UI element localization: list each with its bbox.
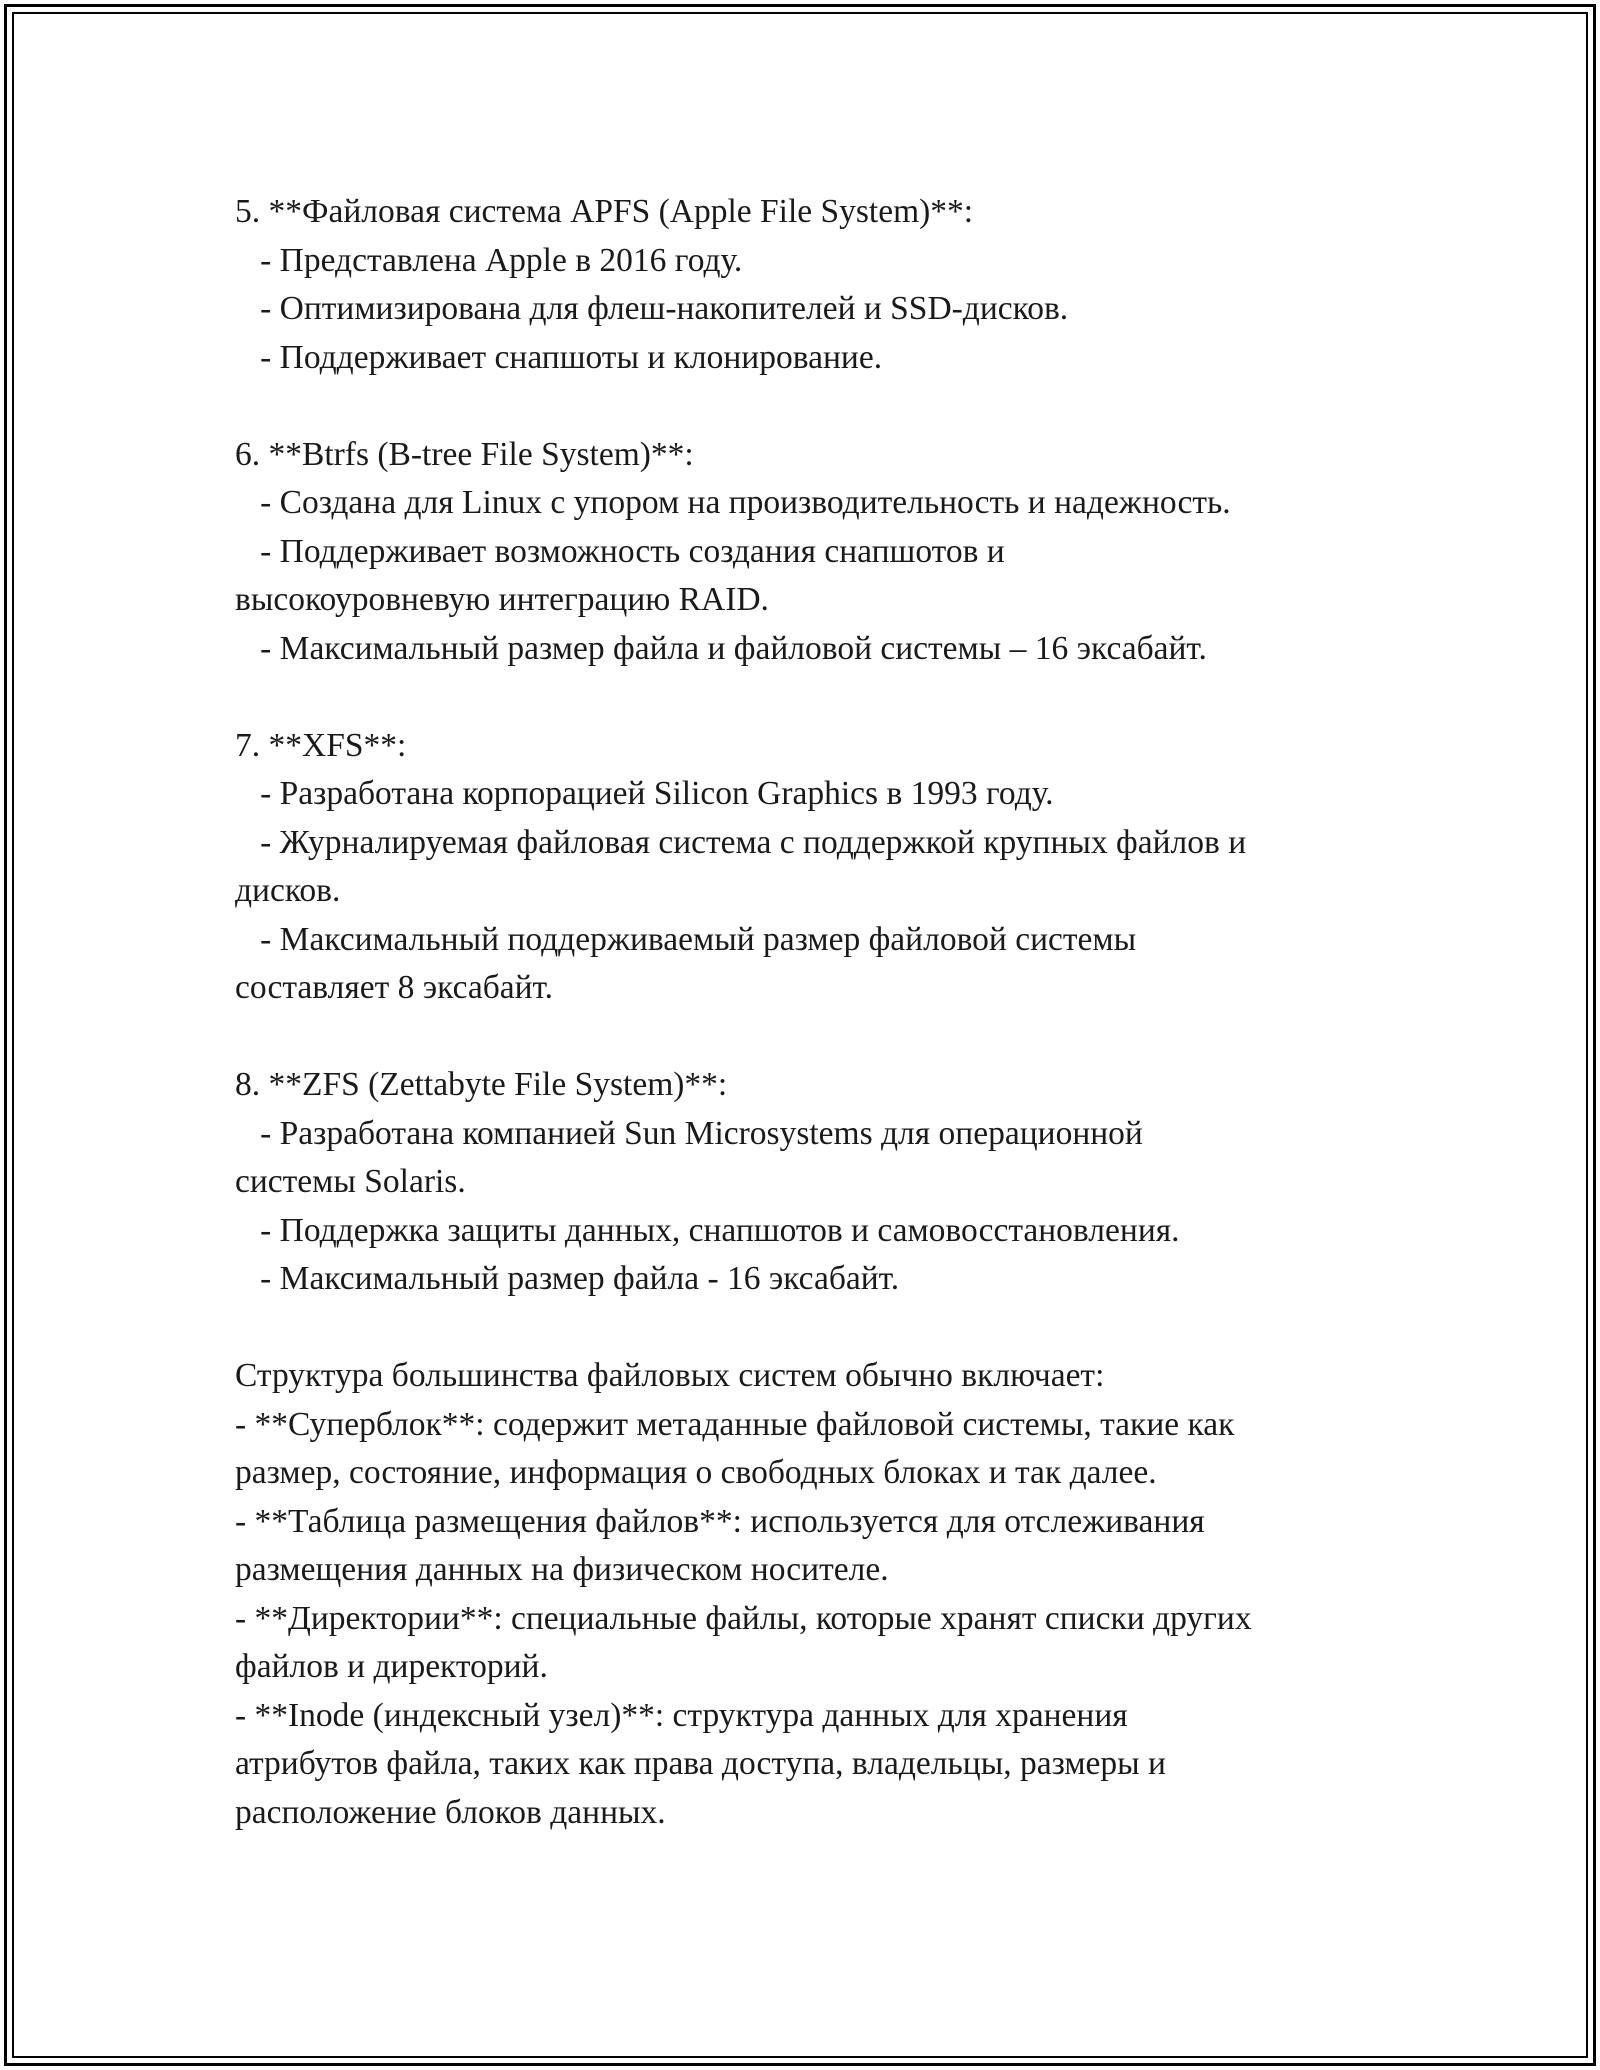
text-line: - **Суперблок**: содержит метаданные файловой системы, такие как (235, 1405, 1235, 1443)
text-line: - **Директории**: специальные файлы, которые хранят списки других (235, 1599, 1252, 1637)
text-line: - Разработана компанией Sun Microsystems для операционной (235, 1114, 1143, 1152)
text-line: системы Solaris. (235, 1163, 466, 1200)
text-line: - Оптимизирована для флеш-накопителей и SSD-дисков. (235, 290, 1069, 327)
text-line: 7. **XFS**: (235, 726, 407, 764)
text-line: - Максимальный поддерживаемый размер файловой системы (235, 920, 1137, 958)
text-line: 8. **ZFS (Zettabyte File System)**: (235, 1066, 728, 1103)
text-line: высокоуровневую интеграцию RAID. (235, 581, 769, 618)
paragraph-gap (235, 1013, 1385, 1062)
text-line: - Представлена Apple в 2016 году. (235, 241, 743, 279)
text-line: - Журналируемая файловая система с поддержкой крупных файлов и (235, 823, 1247, 861)
text-line: расположение блоков данных. (235, 1793, 666, 1831)
paragraph-gap (235, 382, 1385, 431)
text-line: 5. **Файловая система APFS (Apple File System)**: (235, 193, 974, 230)
text-line: - Поддержка защиты данных, снапшотов и самовосстановления. (235, 1211, 1180, 1249)
text-line: - Максимальный размер файла - 16 эксабайт. (235, 1260, 900, 1297)
text-line: Структура большинства файловых систем обычно включает: (235, 1357, 1105, 1394)
text-line: - Поддерживает снапшоты и клонирование. (235, 338, 883, 376)
text-line: атрибутов файла, таких как права доступа, владельцы, размеры и (235, 1745, 1166, 1782)
document-body (235, 188, 1385, 1837)
text-line: - **Таблица размещения файлов**: используется для отслеживания (235, 1502, 1205, 1540)
paragraph-gap (235, 673, 1385, 722)
text-line: - Создана для Linux с упором на производительность и надежность. (235, 484, 1231, 521)
text-line: - Максимальный размер файла и файловой системы – 16 эксабайт. (235, 629, 1207, 667)
text-line: - **Inode (индексный узел)**: структура данных для хранения (235, 1696, 1128, 1734)
text-line: - Разработана корпорацией Silicon Graphics в 1993 году. (235, 775, 1054, 812)
text-line: составляет 8 эксабайт. (235, 969, 554, 1006)
paragraph-gap (235, 1304, 1385, 1353)
text-line: файлов и директорий. (235, 1648, 548, 1685)
text-line: - Поддерживает возможность создания снапшотов и (235, 532, 1005, 570)
text-line: дисков. (235, 872, 341, 909)
text-line: 6. **Btrfs (B-tree File System)**: (235, 435, 694, 473)
text-line: размер, состояние, информация о свободных блоках и так далее. (235, 1454, 1157, 1491)
text-line: размещения данных на физическом носителе. (235, 1551, 889, 1588)
